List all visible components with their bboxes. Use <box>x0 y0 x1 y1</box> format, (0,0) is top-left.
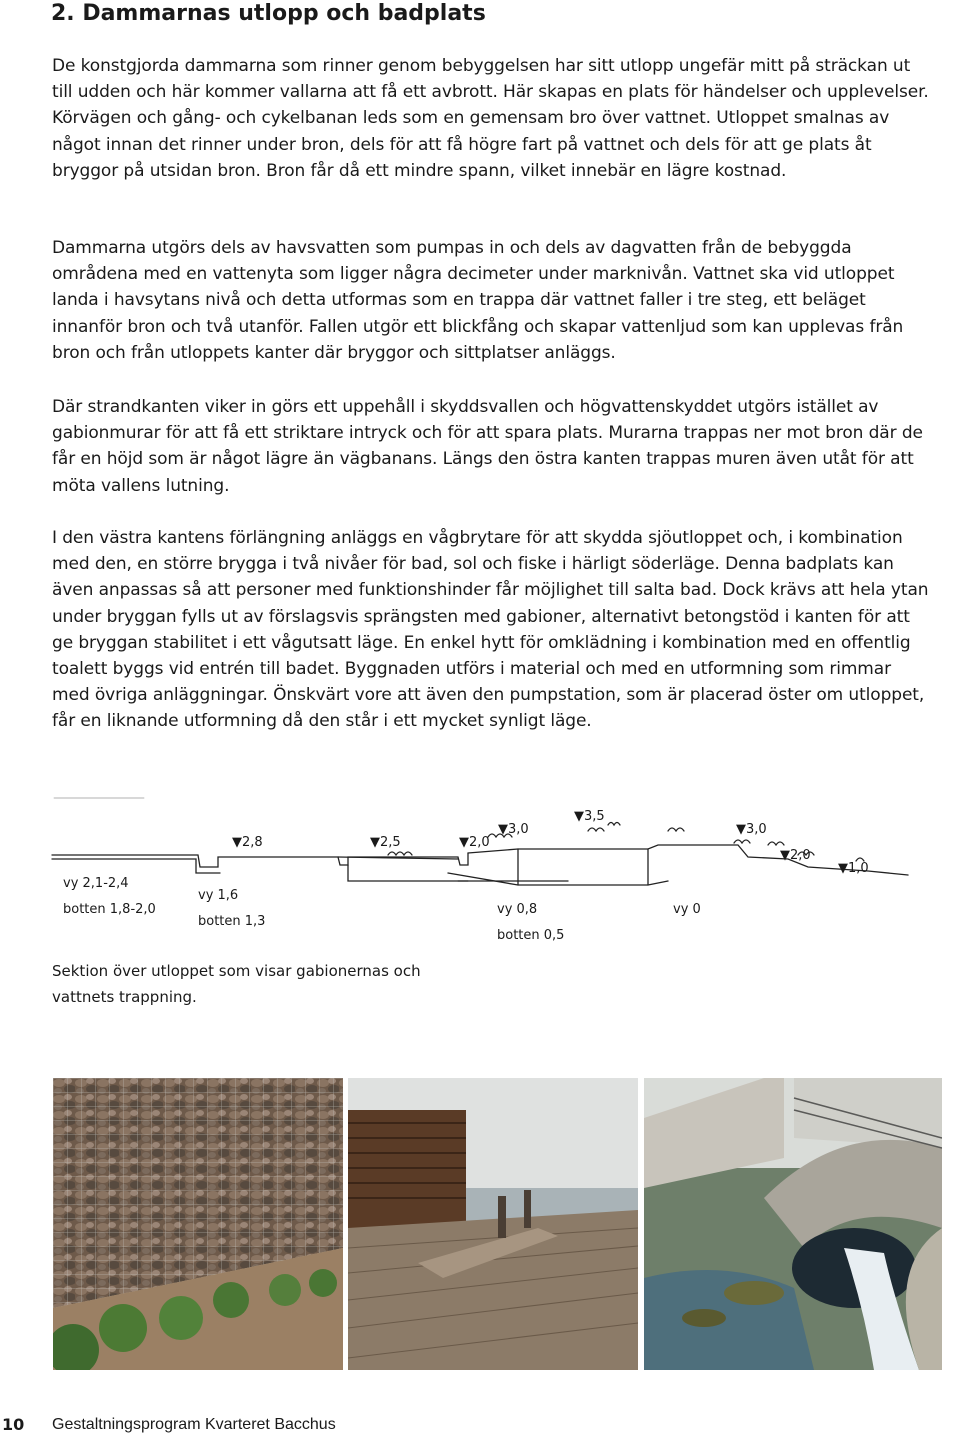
page-heading: 2. Dammarnas utlopp och badplats <box>51 1 486 26</box>
footer-title: Gestaltningsprogram Kvarteret Bacchus <box>52 1416 336 1433</box>
level-marker: ▼1,0 <box>838 861 869 876</box>
water-level-note: vy 1,6 <box>198 888 239 903</box>
paragraph-ponds: Dammarna utgörs dels av havsvatten som pumpas in och dels av dagvatten från de bebyggda områdena med en vattenyta som ligger några decimeter under marknivån. Vattnet ska vid utloppet landa i havsytans nivå och detta utformas som en trappa där vattnet faller i tre steg, ett beläget innanför bron och två utanför. Fallen utgör ett blickfång och skapar vattenljud som kan upplevas från bron och från utloppets kanter där bryggor och sittplatser anläggs. <box>52 238 904 363</box>
section-drawing <box>48 795 918 945</box>
water-level-note: vy 0 <box>673 902 701 917</box>
paragraph-outlet: De konstgjorda dammarna som rinner genom bebyggelsen har sitt utlopp ungefär mitt på sträckan ut till udden och här kommer vallarna att få ett avbrott. Här skapas en plats för händelser och upplevelser. Körvägen och gång- och cykelbanan leds som en gemensam bro över vattnet. Utloppet smalnas av något innan det rinner under bron, dels för att få högre fart på vattnet och dels för att ge plats åt bryggor på utsidan bron. Bron får då ett mindre spann, vilket innebär en lägre kostnad. <box>52 56 929 181</box>
level-marker: ▼3,5 <box>574 809 605 824</box>
paragraph-bathing-place: I den västra kantens förlängning anläggs en vågbrytare för att skydda sjöutloppet och, i kombination med den, en större brygga i två nivåer för bad, sol och fiske i härligt söderläge. Denna badplats kan även anpassas så att personer med funktionshinder får möjlighet till salta bad. Dock krävs att hela ytan under bryggan fylls ut av förslagsvis sprängsten med gabioner, alternativt betongstöd i kanten för att ge bryggan stabilitet i ett vågutsatt läge. En enkel hytt för omklädning i kombination med en offentlig toalett byggs vid entrén till badet. Byggnaden utförs i material och med en utformning som rimmar med övriga anläggningar. Önskvärt vore att även den pumpstation, som är placerad öster om utloppet, får en liknande utformning då den står i ett mycket synligt läge. <box>52 528 929 732</box>
photo-bridge-waterfall <box>644 1078 942 1370</box>
level-marker: ▼2,8 <box>232 835 263 850</box>
level-marker: ▼2,0 <box>780 848 811 863</box>
bottom-level-note: botten 0,5 <box>497 928 565 943</box>
level-marker: ▼2,0 <box>459 835 490 850</box>
water-level-note: vy 2,1-2,4 <box>63 876 129 891</box>
water-level-note: vy 0,8 <box>497 902 538 917</box>
photo-wooden-pier <box>348 1078 638 1370</box>
paragraph-gabion-walls: Där strandkanten viker in görs ett uppehåll i skyddsvallen och högvattenskyddet utgörs istället av gabionmurar för att få ett striktare intryck och för att spara plats. Murarna trappas ner mot bron där de får en höjd som är något lägre än vägbanans. Längs den östra kanten trappas muren även utåt för att möta vallens lutning. <box>52 397 923 496</box>
level-marker: ▼3,0 <box>498 822 529 837</box>
level-marker: ▼3,0 <box>736 822 767 837</box>
bottom-level-note: botten 1,3 <box>198 914 266 929</box>
bottom-level-note: botten 1,8-2,0 <box>63 902 156 917</box>
page-number: 10 <box>2 1415 25 1434</box>
photo-gabion-wall <box>53 1078 343 1370</box>
figure-caption: Sektion över utloppet som visar gabionernas och vattnets trappning. <box>52 962 421 1006</box>
level-marker: ▼2,5 <box>370 835 401 850</box>
